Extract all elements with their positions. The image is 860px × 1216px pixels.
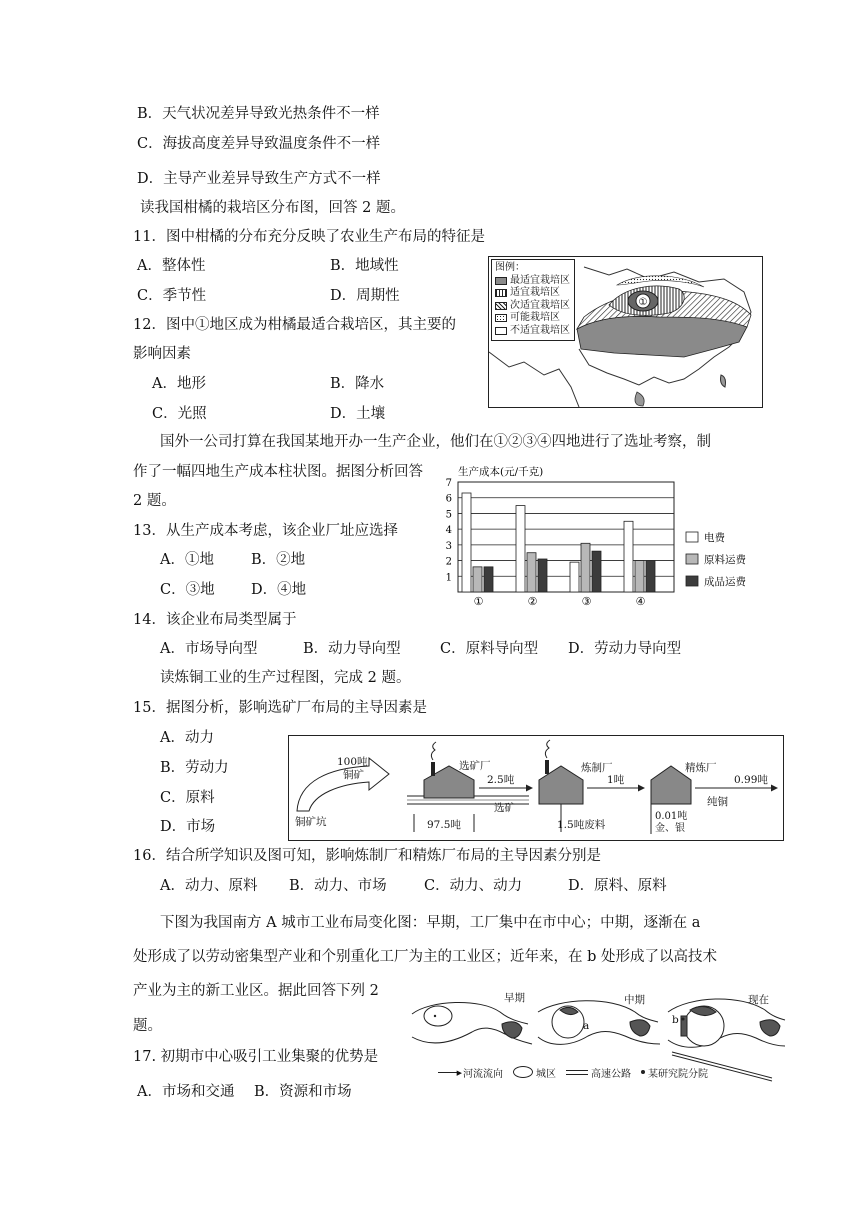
flow3-amount: 0.99吨 (734, 774, 768, 786)
legend-label: 成品运费 (704, 576, 746, 588)
q14-option-c: C．原料导向型 (440, 641, 539, 657)
intro-cost-line3: 2 题。 (133, 493, 176, 509)
q12-stem-line1: 12．图中①地区成为柑橘最适合栽培区，其主要的 (133, 317, 456, 333)
intro-cost-line2: 作了一幅四地生产成本柱状图。据图分析回答 (133, 464, 423, 480)
q15-option-c: C．原料 (160, 790, 215, 806)
institute-dot-icon (641, 1070, 645, 1074)
q17-stem: 17. 初期市中心吸引工业集聚的优势是 (133, 1049, 379, 1065)
plant1-label: 选矿厂 (459, 760, 491, 772)
copper-input-amount: 100吨 (337, 756, 368, 768)
q13-stem: 13．从生产成本考虑，该企业厂址应选择 (133, 523, 398, 539)
highway-icon (566, 1070, 588, 1075)
q11-option-b: B．地域性 (330, 258, 399, 274)
q11-stem: 11．图中柑橘的分布充分反映了农业生产布局的特征是 (133, 229, 485, 245)
y-tick-label: 4 (445, 525, 452, 537)
citrus-map (488, 256, 763, 408)
legend-label: 原料运费 (704, 554, 746, 566)
waste2-amount: 1.5吨废料 (557, 819, 606, 831)
legend-river: 河流流向 (463, 1068, 503, 1080)
legend-item-unsuitable: 不适宜栽培区 (495, 325, 571, 338)
q13-option-a: A．①地 (160, 552, 214, 568)
output-label: 纯铜 (707, 796, 728, 808)
bar (484, 567, 493, 592)
byproduct-amount: 0.01吨 (655, 811, 688, 822)
x-tick-label: ③ (581, 595, 592, 608)
q10-option-d: D．主导产业差异导致生产方式不一样 (137, 171, 381, 187)
q15-option-b: B．劳动力 (160, 760, 229, 776)
q16-stem: 16．结合所学知识及图可知，影响炼制厂和精炼厂布局的主导因素分别是 (133, 848, 601, 864)
x-tick-label: ④ (635, 595, 646, 608)
q11-option-a: A．整体性 (137, 258, 206, 274)
q12-stem-line2: 影响因素 (133, 346, 191, 362)
flow1-sub: 选矿 (494, 802, 515, 814)
intro-copper: 读炼铜工业的生产过程图，完成 2 题。 (160, 670, 411, 686)
bar (646, 561, 655, 592)
q11-option-c: C．季节性 (137, 288, 207, 304)
bar (624, 521, 633, 592)
q12-option-c: C．光照 (152, 406, 207, 422)
byproduct-name: 金、银 (655, 823, 685, 834)
legend-item-best: 最适宜栽培区 (495, 275, 571, 288)
bar (570, 562, 579, 592)
q12-option-d: D．土壤 (330, 406, 386, 422)
city-legend (438, 1064, 786, 1080)
copper-input-name: 铜矿 (343, 769, 364, 781)
q14-option-d: D．劳动力导向型 (568, 641, 682, 657)
legend-institute: 某研究院分院 (648, 1068, 708, 1080)
q14-stem: 14．该企业布局类型属于 (133, 612, 297, 628)
q12-option-a: A．地形 (152, 376, 206, 392)
legend-urban: 城区 (536, 1068, 556, 1080)
legend-item-sub-suitable: 次适宜栽培区 (495, 300, 571, 313)
legend-item-suitable: 适宜栽培区 (495, 287, 571, 300)
bar (473, 567, 482, 592)
q16-option-d: D．原料、原料 (568, 878, 667, 894)
river-flow-icon: ▶ (438, 1072, 460, 1073)
q12-option-b: B．降水 (330, 376, 385, 392)
q13-option-d: D．④地 (251, 582, 307, 598)
q17-option-b: B．资源和市场 (254, 1084, 352, 1100)
mark-a: a (583, 1020, 590, 1032)
y-tick-label: 2 (445, 556, 452, 568)
q13-option-c: C．③地 (160, 582, 215, 598)
bar (581, 543, 590, 592)
legend-swatch (686, 532, 698, 542)
y-tick-label: 6 (445, 493, 452, 505)
q11-option-d: D．周期性 (330, 288, 400, 304)
q16-option-b: B．动力、市场 (289, 878, 387, 894)
copper-process-drawing (289, 736, 783, 840)
y-tick-label: 1 (445, 572, 452, 584)
q16-option-c: C．动力、动力 (424, 878, 523, 894)
chart-title: 生产成本(元/千克) (458, 466, 544, 478)
q15-option-d: D．市场 (160, 819, 216, 835)
q15-stem: 15．据图分析，影响选矿厂布局的主导因素是 (133, 700, 427, 716)
intro-cost-line1: 国外一公司打算在我国某地开办一生产企业，他们在①②③④四地进行了选址考察，制 (160, 434, 711, 450)
q10-option-b: B．天气状况差异导致光热条件不一样 (137, 106, 380, 122)
legend-title: 图例： (495, 262, 525, 273)
copper-process-diagram (288, 735, 784, 841)
stage-now-label: 现在 (748, 994, 769, 1006)
citrus-map-marker: ① (638, 297, 648, 308)
bar (527, 553, 536, 592)
y-tick-label: 7 (445, 478, 452, 489)
q14-option-b: B．动力导向型 (303, 641, 401, 657)
legend-item-possible: 可能栽培区 (495, 312, 571, 325)
stage-early-label: 早期 (504, 992, 525, 1004)
bar (635, 561, 644, 592)
y-tick-label: 3 (445, 540, 452, 552)
q14-option-a: A．市场导向型 (160, 641, 258, 657)
intro-citrus: 读我国柑橘的栽培区分布图，回答 2 题。 (140, 200, 405, 216)
plant3-label: 精炼厂 (685, 762, 717, 774)
intro-city-line1: 下图为我国南方 A 城市工业布局变化图：早期，工厂集中在市中心；中期，逐渐在 a (160, 915, 701, 931)
legend-swatch (686, 576, 698, 586)
q16-option-a: A．动力、原料 (160, 878, 258, 894)
bar (538, 559, 547, 592)
legend-label: 电费 (704, 532, 725, 544)
bar (516, 506, 525, 592)
cost-bar-chart (436, 462, 776, 612)
plant2-label: 炼制厂 (581, 762, 613, 774)
y-tick-label: 5 (445, 509, 452, 521)
q10-option-c: C．海拔高度差异导致温度条件不一样 (137, 136, 381, 152)
urban-area-icon (513, 1066, 533, 1078)
x-tick-label: ② (527, 595, 538, 608)
waste1-amount: 97.5吨 (427, 819, 461, 831)
x-tick-label: ① (473, 595, 484, 608)
bar (592, 551, 601, 592)
legend-swatch (686, 554, 698, 564)
legend-highway: 高速公路 (591, 1068, 631, 1080)
intro-city-line3: 产业为主的新工业区。据此回答下列 2 (133, 983, 379, 999)
flow1-amount: 2.5吨 (487, 774, 515, 786)
intro-city-line4: 题。 (133, 1018, 162, 1034)
q15-option-a: A．动力 (160, 730, 214, 746)
citrus-map-legend (491, 259, 575, 341)
mark-b: b (672, 1014, 679, 1026)
q13-option-b: B．②地 (251, 552, 306, 568)
bar (462, 493, 471, 592)
q17-option-a: A．市场和交通 (137, 1084, 235, 1100)
stage-middle-label: 中期 (624, 994, 645, 1006)
intro-city-line2: 处形成了以劳动密集型产业和个别重化工厂为主的工业区；近年来，在 b 处形成了以高技术 (133, 949, 717, 965)
flow2-amount: 1吨 (607, 774, 625, 786)
copper-mine-label: 铜矿坑 (295, 816, 327, 828)
